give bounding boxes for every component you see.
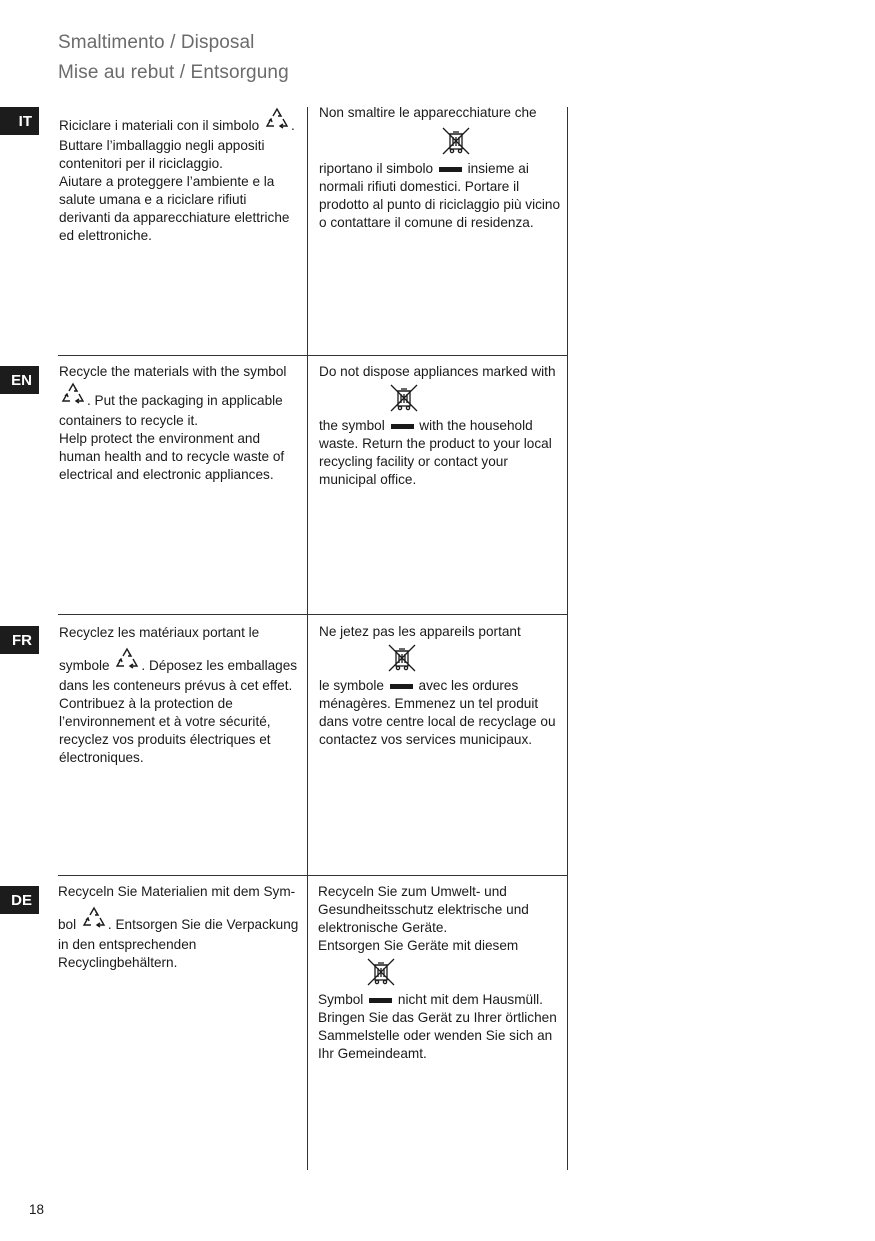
en-left-text-b: . Put the packaging in applicable containers to recycle it.: [59, 393, 283, 428]
en-bin-text: [319, 363, 561, 489]
bar-symbol-icon: [390, 684, 413, 689]
fr-recycle-text: [59, 624, 299, 767]
it-right-text-b: riportano il simbolo: [319, 161, 434, 176]
language-tab-de: DE: [0, 886, 39, 914]
en-left-text-c: Help protect the environment and human health and to recycle waste of electrical and electronic appliances.: [59, 431, 285, 482]
it-right-text-c: insieme ai normali rifiuti domestici. Portare il prodotto al punto di riciclaggio più vicino o contattare il comune di residenza.: [319, 161, 561, 230]
right-border: [567, 107, 568, 1170]
crossed-out-wheelie-bin-icon: [441, 126, 561, 156]
section-divider-fr: [58, 614, 568, 615]
it-left-text-a: Riciclare i materiali con il simbolo: [59, 118, 260, 133]
section-divider-en: [58, 355, 568, 356]
de-right-text-d: nicht mit dem Hausmüll. Bringen Sie das Gerät zu Ihrer örtlichen Sammelstelle oder wenden Sie sich an Ihr Gemeindeamt.: [318, 992, 557, 1061]
recycle-icon: [59, 381, 87, 412]
fr-right-text-a: Ne jetez pas les appareils portant: [319, 624, 521, 639]
de-right-text-c: Symbol: [318, 992, 364, 1007]
page-title-line-2: Mise au rebut / Entsorgung: [58, 62, 289, 83]
de-left-text-c: . Entsorgen Sie die Verpackung in den entsprechenden Recyclingbehältern.: [58, 917, 299, 970]
en-right-text-a: Do not dispose appliances marked with: [319, 364, 556, 379]
fr-right-text-b: le symbole: [319, 678, 384, 693]
language-tab-fr: FR: [0, 626, 39, 654]
en-recycle-text: [59, 363, 299, 484]
crossed-out-wheelie-bin-icon: [387, 643, 561, 673]
de-recycle-text: [58, 883, 300, 972]
en-right-text-c: with the household waste. Return the product to your local recycling facility or contact your municipal office.: [319, 418, 552, 487]
de-left-text-b: bol: [58, 917, 77, 932]
it-right-text-a: Non smaltire le apparecchiature che: [319, 105, 537, 120]
section-divider-de: [58, 875, 568, 876]
column-divider: [307, 107, 308, 1170]
it-bin-text: [319, 104, 561, 232]
it-left-text-c: Buttare l’imballaggio negli appositi contenitori per il riciclaggio.: [59, 138, 265, 171]
de-bin-text: [318, 883, 562, 1063]
bar-symbol-icon: [391, 424, 414, 429]
crossed-out-wheelie-bin-icon: [389, 383, 561, 413]
language-tab-en: EN: [0, 366, 39, 394]
de-right-text-b: Entsorgen Sie Geräte mit diesem: [318, 938, 519, 953]
language-tab-it: IT: [0, 107, 39, 135]
de-right-text-a: Recyceln Sie zum Umwelt- und Gesundheitsschutz elektrische und elektronische Geräte.: [318, 884, 529, 935]
it-left-text-b: .: [290, 118, 295, 133]
page-number: 18: [29, 1202, 45, 1217]
crossed-out-wheelie-bin-icon: [366, 957, 562, 987]
it-left-text-d: Aiutare a proteggere l’ambiente e la salute umana e a riciclare rifiuti derivanti da apparecchiature elettriche ed elettroniche.: [59, 174, 290, 243]
fr-left-text-a: Recyclez les matériaux portant le: [59, 625, 260, 640]
it-recycle-text: [59, 106, 299, 245]
en-right-text-b: the symbol: [319, 418, 385, 433]
fr-left-text-b: symbole: [59, 658, 110, 673]
de-left-text-a: Recyceln Sie Materialien mit dem Sym-: [58, 884, 296, 899]
fr-right-text-c: avec les ordures ménagères. Emmenez un tel produit dans votre centre local de recyclage ou contactez vos services municipaux.: [319, 678, 556, 747]
recycle-icon: [113, 646, 141, 677]
bar-symbol-icon: [439, 167, 462, 172]
page-title-line-1: Smaltimento / Disposal: [58, 32, 255, 53]
en-left-text-a: Recycle the materials with the symbol: [59, 364, 287, 379]
recycle-icon: [80, 905, 108, 936]
fr-bin-text: [319, 623, 561, 749]
recycle-icon: [263, 106, 291, 137]
fr-left-text-c: . Déposez les emballages dans les conteneurs prévus à cet effet. Contribuez à la protection de l’environnement et à votre sécurité, recyclez vos produits électriques et électroniques.: [59, 658, 298, 765]
bar-symbol-icon: [369, 998, 392, 1003]
